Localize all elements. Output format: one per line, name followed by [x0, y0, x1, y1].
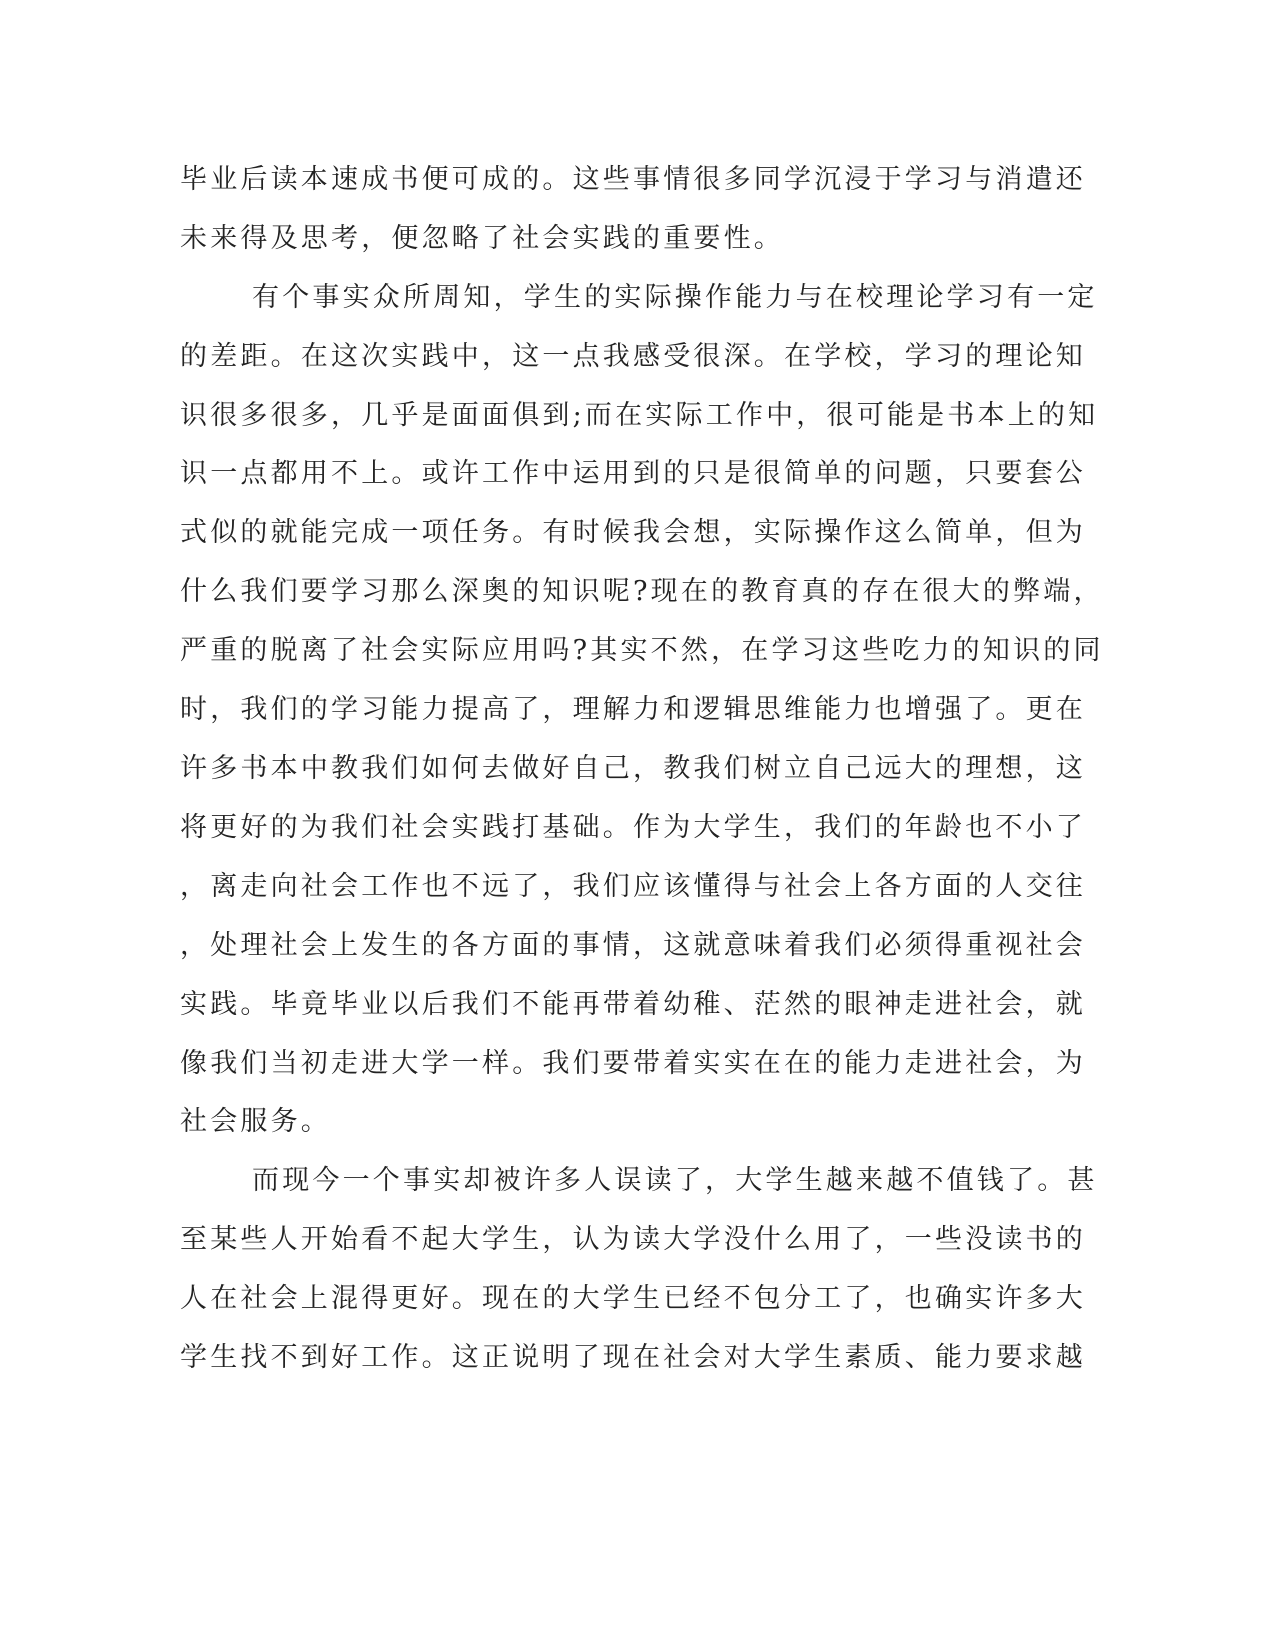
text-line: 识很多很多，几乎是面面俱到;而在实际工作中，很可能是书本上的知 [180, 400, 1099, 431]
text-line: 严重的脱离了社会实际应用吗?其实不然，在学习这些吃力的知识的同 [180, 635, 1104, 666]
text-line: 什么我们要学习那么深奥的知识呢?现在的教育真的存在很大的弊端， [180, 576, 1104, 607]
text-line: ，处理社会上发生的各方面的事情，这就意味着我们必须得重视社会 [180, 930, 1086, 961]
text-line: 毕业后读本速成书便可成的。这些事情很多同学沉浸于学习与消遣还 [180, 164, 1086, 195]
text-line: 有个事实众所周知，学生的实际操作能力与在校理论学习有一定 [252, 282, 1098, 313]
text-line: 实践。毕竟毕业以后我们不能再带着幼稚、茫然的眼神走进社会，就 [180, 989, 1086, 1020]
text-line: 将更好的为我们社会实践打基础。作为大学生，我们的年龄也不小了 [180, 812, 1086, 843]
text-line: 而现今一个事实却被许多人误读了，大学生越来越不值钱了。甚 [252, 1165, 1098, 1196]
text-line: 式似的就能完成一项任务。有时候我会想，实际操作这么简单，但为 [180, 517, 1086, 548]
text-line: ，离走向社会工作也不远了，我们应该懂得与社会上各方面的人交往 [180, 871, 1086, 902]
text-line: 社会服务。 [180, 1106, 331, 1137]
text-line: 识一点都用不上。或许工作中运用到的只是很简单的问题，只要套公 [180, 458, 1086, 489]
text-line: 未来得及思考，便忽略了社会实践的重要性。 [180, 223, 784, 254]
text-line: 的差距。在这次实践中，这一点我感受很深。在学校，学习的理论知 [180, 341, 1086, 372]
text-line: 像我们当初走进大学一样。我们要带着实实在在的能力走进社会，为 [180, 1048, 1086, 1079]
text-line: 人在社会上混得更好。现在的大学生已经不包分工了，也确实许多大 [180, 1283, 1086, 1314]
text-line: 时，我们的学习能力提高了，理解力和逻辑思维能力也增强了。更在 [180, 694, 1086, 725]
text-line: 至某些人开始看不起大学生，认为读大学没什么用了，一些没读书的 [180, 1224, 1086, 1255]
text-line: 许多书本中教我们如何去做好自己，教我们树立自己远大的理想，这 [180, 753, 1086, 784]
text-line: 学生找不到好工作。这正说明了现在社会对大学生素质、能力要求越 [180, 1342, 1086, 1373]
